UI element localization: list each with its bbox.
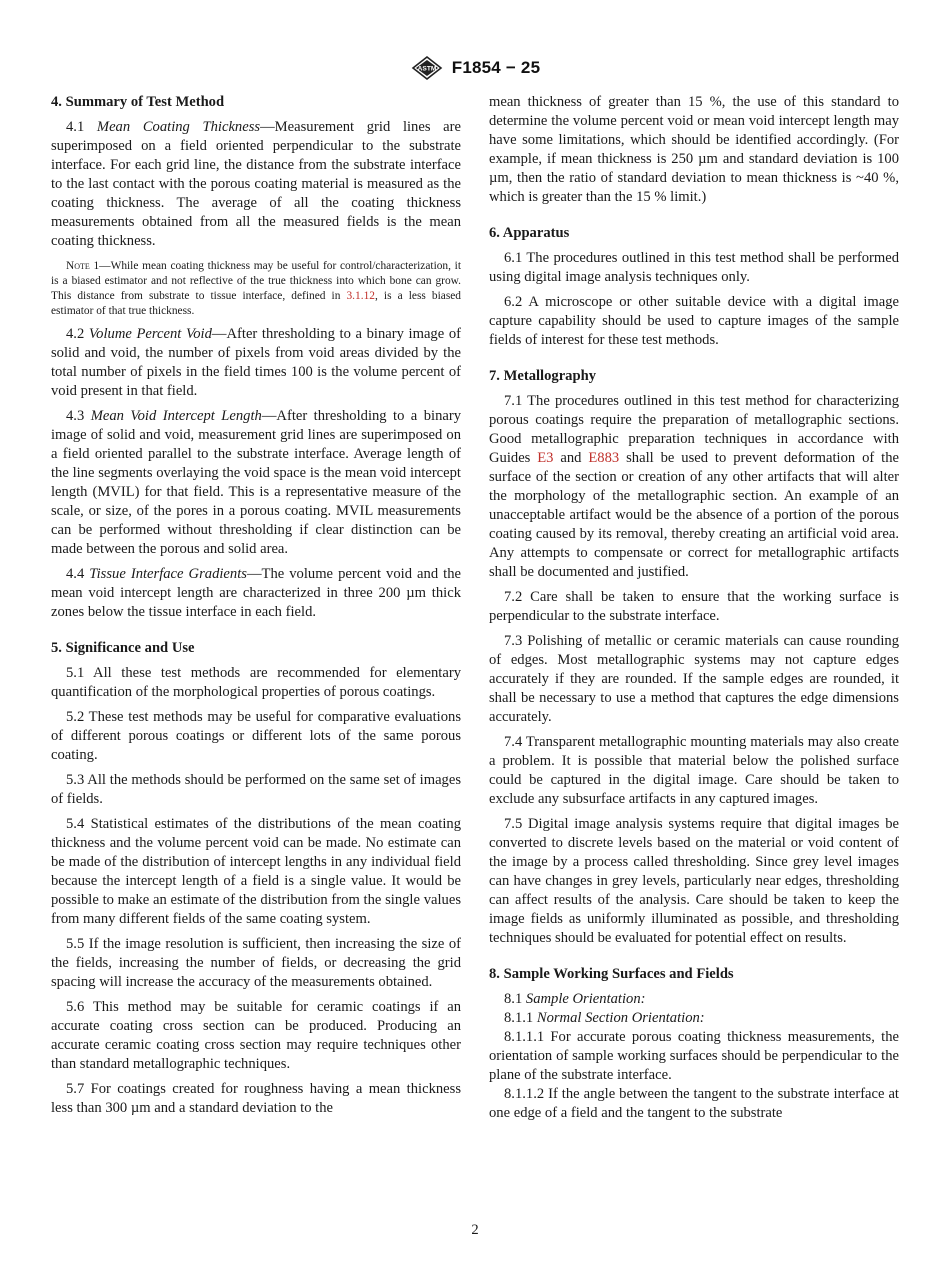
paragraph-7-5: 7.5 Digital image analysis systems require that digital images be converted to discrete levels based on the material or void content of the image by a process called thresholding. Since grey level images can have changes in grey levels, particularly near edges, thresholding can affect results of the analysis. Care should be taken to keep the image fields as uniformly illuminated as possible, and thresholding techniques should be evaluated for potential effect on results. [489,816,899,946]
paragraph-8-1-1-1: 8.1.1.1 For accurate porous coating thickness measurements, the orientation of sample working surfaces should be perpendicular to the plane of the substrate interface. [489,1029,899,1083]
astm-logo [410,56,444,80]
paragraph-7-3: 7.3 Polishing of metallic or ceramic materials can cause rounding of edges. Most metallographic systems may not capture edges accurately if they are rounded. If the sample edges are rounded, it shall be necessary to use a method that captures the edge dimensions accurately. [489,633,899,725]
ref-e3[interactable]: E3 [537,450,554,466]
paragraph-7-4: 7.4 Transparent metallographic mounting materials may also create a problem. It is possible that material below the polished surface could be captured in the digital image. Care should be taken to exclude any subsurface artifacts in any captured images. [489,734,899,807]
section-8-heading: 8. Sample Working Surfaces and Fields [489,966,734,982]
section-6-heading: 6. Apparatus [489,225,570,241]
paragraph-5-7-continued: mean thickness of greater than 15 %, the use of this standard to determine the volume percent void or mean void intercept length may have some limitations, which should be identified accordingly. (For example, if mean thickness is 250 µm and standard deviation is 100 µm, then the ratio of standard deviation to mean thickness is ~40 %, which is greater than the 15 % limit.) [489,94,899,205]
right-column [489,93,899,1123]
paragraph-6-2: 6.2 A microscope or other suitable device with a digital image capture capability should be used to capture images of the sample fields of interest for these test methods. [489,294,899,348]
section-4-heading: 4. Summary of Test Method [51,94,225,110]
logo-text: ASTM [417,65,437,73]
left-column [51,93,461,1118]
ref-e883[interactable]: E883 [588,450,620,466]
paragraph-5-4: 5.4 Statistical estimates of the distributions of the mean coating thickness and the volume percent void can be made. No estimate can be made of the distribution of intercept lengths in any individual field because the intercept length of a field is a single value. It would be possible to make an estimate of the distribution from the single values from many different fields of the same coating system. [51,816,461,927]
section-7-heading: 7. Metallography [489,368,597,384]
paragraph-7-2: 7.2 Care shall be taken to ensure that the working surface is perpendicular to the substrate interface. [489,589,899,624]
paragraph-8-1-1-2: 8.1.1.2 If the angle between the tangent to the substrate interface at one edge of a field and the tangent to the substrate [489,1086,899,1121]
paragraph-4-2: 4.2 Volume Percent Void—After thresholding to a binary image of solid and void, the number of pixels from void areas divided by the total number of pixels in the field times 100 is the volume percent of void present in that field. [51,326,461,399]
section-5-heading: 5. Significance and Use [51,640,195,656]
ref-3-1-12[interactable]: 3.1.12 [346,290,375,302]
page-number: 2 [471,1222,479,1238]
paragraph-4-1: 4.1 Mean Coating Thickness—Measurement grid lines are superimposed on a field oriented perpendicular to the substrate interface. For each grid line, the distance from the substrate interface to the last contact with the porous coating material is measured as the coating thickness. The average of all the coating thickness measurements obtained from all the measured fields is the mean coating thickness. [51,119,461,249]
paragraph-4-3: 4.3 Mean Void Intercept Length—After thresholding to a binary image of solid and void, measurement grid lines are superimposed on a field oriented parallel to the substrate interface. Average length of the line segments overlaying the void space is the mean void intercept length (MVIL) for that field. This is a representative measure of the scale, or size, of the pores in a porous coating. MVIL measurements can be performed without thresholding if clear distinction can be made between the porous and solid area. [51,408,461,557]
paragraph-5-2: 5.2 These test methods may be useful for comparative evaluations of different porous coatings or different lots of the same porous coating. [51,709,461,763]
paragraph-5-1: 5.1 All these test methods are recommended for elementary quantification of the morphological properties of porous coatings. [51,665,461,700]
paragraph-6-1: 6.1 The procedures outlined in this test method shall be performed using digital image analysis techniques only. [489,250,899,285]
paragraph-5-5: 5.5 If the image resolution is sufficient, then increasing the size of the fields, increasing the number of fields, or decreasing the grid spacing will increase the accuracy of the measurements obtained. [51,936,461,990]
paragraph-8-1: 8.1 Sample Orientation: [504,991,646,1007]
note-label: Note 1 [66,260,100,272]
paragraph-7-1: 7.1 The procedures outlined in this test method for characterizing porous coatings require the preparation of metallographic sections. Good metallographic preparation techniques in accordance with Guides E3 and E883 shall be used to prevent deformation of the surface of the section or creation of any other artifacts that will alter the morphology of the metallographic section. An example of an unacceptable artifact would be the absence of a portion of the porous coating caused by its removal, thereby creating an artificial void area. Any attempts to compensate or correct for metallographic artifacts shall be documented and justified. [489,393,900,580]
paragraph-8-1-1: 8.1.1 Normal Section Orientation: [504,1010,705,1026]
note-1: Note 1—While mean coating thickness may be useful for control/characterization, it is a biased estimator and not reflective of the true thickness into which bone can grow. This distance from substrate to tissue interface, defined in 3.1.12, is a less biased estimator of that true thickness. [51,260,461,317]
page-header [0,56,950,80]
paragraph-5-7: 5.7 For coatings created for roughness having a mean thickness less than 300 µm and a standard deviation to the [51,1081,461,1116]
paragraph-4-4: 4.4 Tissue Interface Gradients—The volume percent void and the mean void intercept length are characterized in three 200 µm thick zones below the tissue interface in each field. [51,566,461,620]
document-designation: F1854 − 25 [451,58,541,77]
paragraph-5-6: 5.6 This method may be suitable for ceramic coatings if an accurate coating cross section can be produced. Producing an accurate ceramic coating cross section may require techniques other than standard metallographic techniques. [51,999,461,1072]
paragraph-5-3: 5.3 All the methods should be performed on the same set of images of fields. [51,772,461,807]
